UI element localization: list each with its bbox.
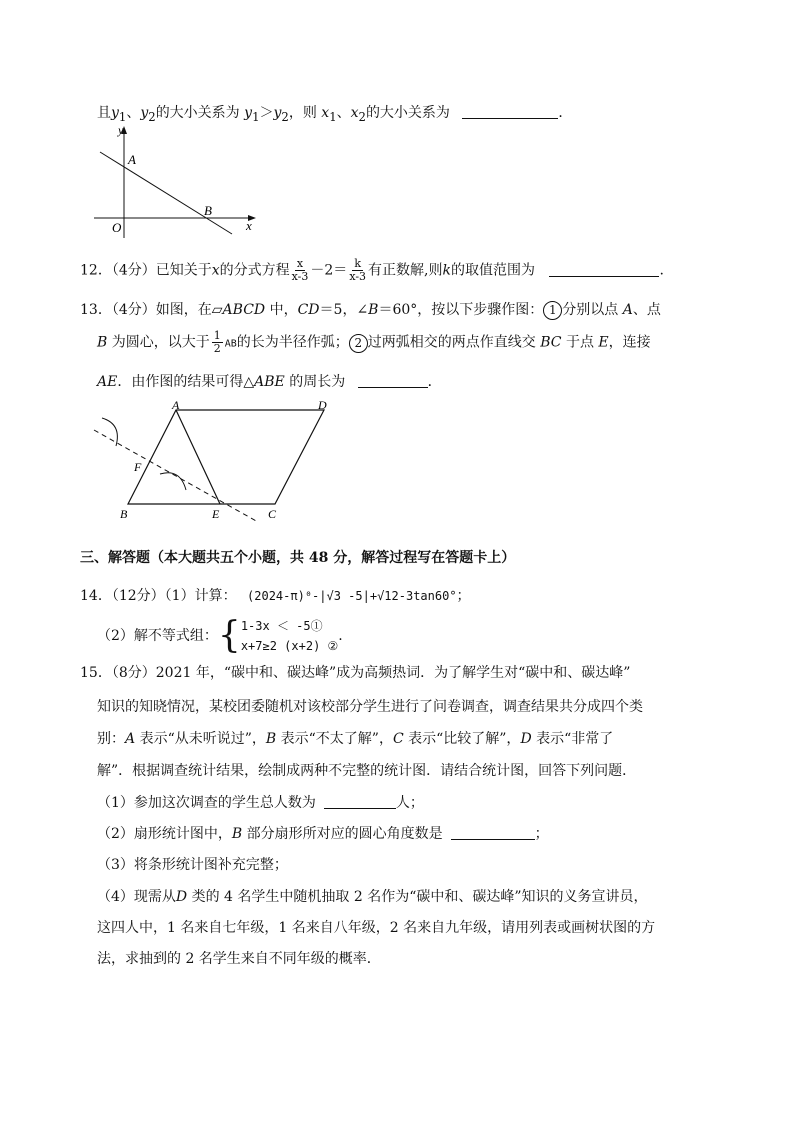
answer-blank-q15-2[interactable] bbox=[451, 825, 535, 840]
label-e: E bbox=[212, 507, 220, 521]
question-15-sub-2: （2）扇形统计图中，B 部分扇形所对应的圆心角度数是 ； bbox=[97, 826, 549, 842]
question-15-line-3: 别：A 表示“从未听说过”，B 表示“不太了解”，C 表示“比较了解”，D 表示“非常了 bbox=[97, 731, 614, 747]
fraction-x-over-x-minus-3: $\frac{x}{x-3}$ bbox=[291, 257, 309, 283]
question-15-line-4: 解”．根据调查统计结果，绘制成两种不完整的统计图．请结合统计图，回答下列问题． bbox=[97, 763, 637, 779]
question-15-sub-4-line-2: 这四人中，1 名来自七年级，1 名来自八年级，2 名来自九年级，请用列表或画树状图的方 bbox=[97, 920, 656, 936]
section-3-heading: 三、解答题（本大题共五个小题，共 48 分，解答过程写在答题卡上） bbox=[80, 550, 516, 566]
expression-14-1: (2024-π)⁰-|√3 -5|+√12-3tan60° bbox=[247, 589, 457, 603]
origin-label: O bbox=[112, 220, 122, 235]
question-15-sub-4-line-3: 法，求抽到的 2 名学生来自不同年级的概率． bbox=[97, 951, 381, 967]
question-15-line-1: 15．（8分）2021 年，“碳中和、碳达峰”成为高频热词．为了解学生对“碳中和、碳达峰” bbox=[80, 665, 631, 681]
question-15-sub-1: （1）参加这次调查的学生总人数为 人； bbox=[97, 795, 424, 811]
fraction-one-half: $\frac{1}{2}$ bbox=[213, 329, 221, 355]
y-axis-label: y bbox=[118, 123, 124, 137]
label-c: C bbox=[268, 507, 277, 521]
question-15-sub-4-line-1: （4）现需从D 类的 4 名学生中随机抽取 2 名作为“碳中和、碳达峰”知识的义务宣讲员， bbox=[97, 889, 648, 905]
perpendicular-bisector bbox=[94, 430, 258, 522]
question-13-line-3: AE．由作图的结果可得△ABE 的周长为 ． bbox=[97, 374, 442, 390]
parallelogram-abcd bbox=[128, 410, 324, 504]
question-13-line-1: 13．（4分）如图，在▱ABCD 中，CD＝5，∠B＝60°，按以下步骤作图： 1 分别以点 A、点 bbox=[80, 302, 661, 318]
question-12: 12．（4分）已知关于x的分式方程 $\frac{x}{x-3}$ －2＝ $\frac{k}{x-3}$ 有正数解,则k的取值范围为 . bbox=[80, 257, 664, 283]
x-axis-label: x bbox=[246, 218, 252, 233]
point-b-label: B bbox=[204, 203, 212, 218]
circled-step-1: 1 bbox=[543, 301, 562, 320]
circled-step-2: 2 bbox=[349, 334, 368, 353]
question-15-sub-3: （3）将条形统计图补充完整； bbox=[97, 857, 288, 873]
point-a-label: A bbox=[128, 152, 136, 167]
answer-blank-q11[interactable] bbox=[462, 104, 558, 119]
fraction-k-over-x-minus-3: $\frac{k}{x-3}$ bbox=[349, 257, 367, 283]
question-14-part-1: 14．（12分）（1）计算： (2024-π)⁰-|√3 -5|+√12-3tan60°； bbox=[80, 588, 471, 604]
label-d: D bbox=[318, 400, 327, 412]
question-13-line-2: B 为圆心，以大于 $\frac{1}{2}$ AB的长为半径作弧； 2 过两弧相交的两点作直线交 BC 于点 E，连接 bbox=[97, 329, 651, 355]
arc-lower bbox=[160, 473, 186, 490]
inequality-system: 1-3x ＜ -5① x+7≥2 (x+2) ② bbox=[240, 619, 339, 653]
q13-parallelogram-figure bbox=[88, 400, 338, 525]
label-b: B bbox=[120, 507, 128, 521]
answer-blank-q13[interactable] bbox=[358, 373, 428, 388]
label-a: A bbox=[172, 400, 180, 412]
segment-ae bbox=[176, 410, 220, 504]
q11-line: 且$y_1$、$y_2$的大小关系为 $y_1>y_2$，则 $x_1$、$x_2$的大小关系为 ． bbox=[97, 105, 573, 124]
answer-blank-q12[interactable] bbox=[549, 262, 659, 277]
q11-graph-figure bbox=[88, 122, 258, 240]
arc-upper bbox=[102, 418, 117, 446]
answer-blank-q15-1[interactable] bbox=[324, 794, 396, 809]
question-14-part-2: （2）解不等式组：{1-3x ＜ -5① x+7≥2 (x+2) ②. bbox=[97, 615, 343, 656]
question-15-line-2: 知识的知晓情况，某校团委随机对该校部分学生进行了问卷调查，调查结果共分成四个类 bbox=[97, 699, 643, 715]
label-f: F bbox=[134, 460, 142, 474]
